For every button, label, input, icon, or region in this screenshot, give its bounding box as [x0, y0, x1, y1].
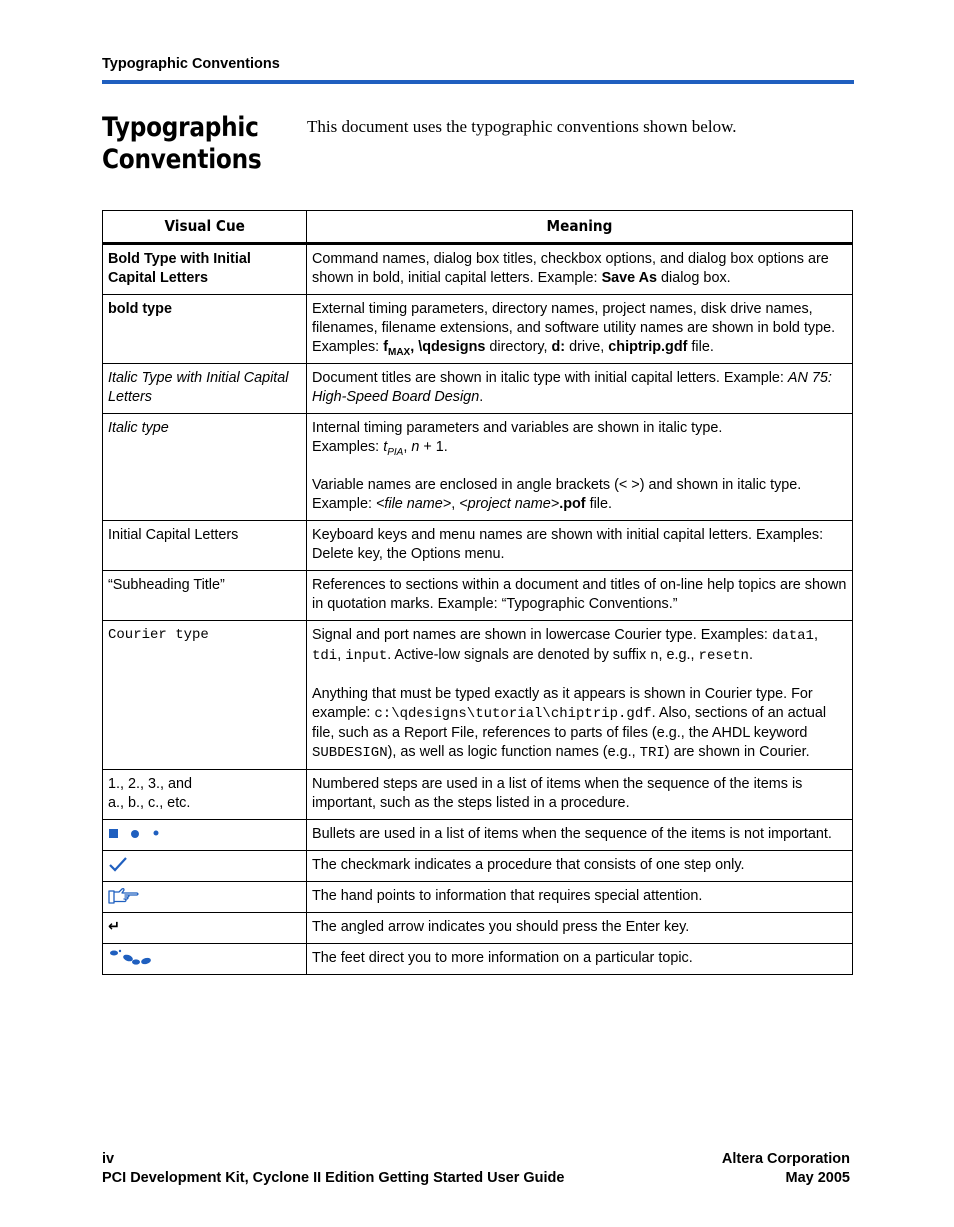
conventions-table: [102, 210, 853, 975]
meaning-initial-caps: Keyboard keys and menu names are shown with initial capital letters. Examples: Delete key, the Options menu.: [307, 521, 853, 571]
cue-hand: [103, 882, 307, 913]
meaning-hand: The hand points to information that requires special attention.: [307, 882, 853, 913]
cue-bullets: [103, 820, 307, 851]
footer-right: [722, 1150, 850, 1188]
running-header: Typographic Conventions: [102, 56, 280, 72]
section-title-line1: Typographic: [102, 112, 259, 143]
round-bullet-icon: [131, 830, 139, 838]
table-row: [103, 944, 853, 975]
cue-bold-initial: Bold Type with Initial Capital Letters: [103, 244, 307, 295]
column-header-meaning: Meaning: [307, 211, 853, 244]
cue-arrow: [103, 913, 307, 944]
cue-checkmark: [103, 851, 307, 882]
meaning-numbered: Numbered steps are used in a list of items when the sequence of the items is important, such as the steps listed in a procedure.: [307, 770, 853, 820]
table-row: [103, 851, 853, 882]
meaning-arrow: The angled arrow indicates you should press the Enter key.: [307, 913, 853, 944]
cue-italic-initial: Italic Type with Initial Capital Letters: [103, 364, 307, 414]
guide-title: PCI Development Kit, Cyclone II Edition Getting Started User Guide: [102, 1170, 565, 1186]
table-row: [103, 882, 853, 913]
cue-courier: Courier type: [103, 621, 307, 770]
table-row: [103, 913, 853, 944]
checkmark-icon: [108, 857, 128, 873]
header-rule: [102, 80, 854, 84]
table-row: [103, 571, 853, 621]
cue-initial-caps: Initial Capital Letters: [103, 521, 307, 571]
table-row: [103, 770, 853, 820]
section-title: [102, 112, 274, 176]
table-row: [103, 364, 853, 414]
meaning-italic-initial: Document titles are shown in italic type with initial capital letters. Example: AN 75: High-Speed Board Design.: [307, 364, 853, 414]
cue-subheading: “Subheading Title”: [103, 571, 307, 621]
page-number: iv: [102, 1151, 115, 1167]
publication-date: May 2005: [785, 1170, 850, 1186]
cue-feet: [103, 944, 307, 975]
meaning-subheading: References to sections within a document and titles of on-line help topics are shown in quotation marks. Example: “Typographic Conventions.”: [307, 571, 853, 621]
cue-numbered: 1., 2., 3., and a., b., c., etc.: [103, 770, 307, 820]
enter-arrow-icon: ↵: [108, 919, 121, 935]
square-bullet-icon: [109, 829, 118, 838]
cue-italic: Italic type: [103, 414, 307, 521]
meaning-bold: External timing parameters, directory names, project names, disk drive names, filenames, filename extensions, and software utility names are shown in bold type. Examples: $f_{MAX}$, \qdesigns directory, d: drive, chiptrip.gdf file.: [307, 295, 853, 364]
table-row: [103, 820, 853, 851]
table-row: [103, 521, 853, 571]
meaning-bullets: Bullets are used in a list of items when the sequence of the items is not important.: [307, 820, 853, 851]
meaning-bold-initial: Command names, dialog box titles, checkbox options, and dialog box options are shown in bold, initial capital letters. Example: Save As dialog box.: [307, 244, 853, 295]
section-title-line2: Conventions: [102, 144, 262, 175]
column-header-visual-cue: Visual Cue: [103, 211, 307, 244]
table-row: [103, 244, 853, 295]
pointing-hand-icon: [108, 887, 140, 905]
company-name: Altera Corporation: [721, 1151, 850, 1167]
small-bullet-icon: [154, 831, 159, 836]
table-row: [103, 414, 853, 521]
table-row: [103, 621, 853, 770]
meaning-italic: Internal timing parameters and variables are shown in italic type. Examples: $t_{PIA}$, n + 1. Variable names are enclosed in angle brackets (< >) and shown in italic type. Example: <file name>, <project name>.pof file.: [307, 414, 853, 521]
table-row: [103, 295, 853, 364]
intro-text: This document uses the typographic conventions shown below.: [307, 117, 737, 136]
meaning-feet: The feet direct you to more information on a particular topic.: [307, 944, 853, 975]
footprints-icon: [108, 949, 152, 967]
table-header-row: [103, 211, 853, 244]
cue-bold: bold type: [103, 295, 307, 364]
meaning-checkmark: The checkmark indicates a procedure that consists of one step only.: [307, 851, 853, 882]
meaning-courier: Signal and port names are shown in lowercase Courier type. Examples: data1, tdi, input. Active-low signals are denoted by suffix n, e.g., resetn. Anything that must be typed exactly as it appears is shown in Courier type. For example: c:\qdesigns\tutorial\chiptrip.gdf. Also, sections of an actual file, such as a Report File, references to parts of files (e.g., the AHDL keyword SUBDESIGN), as well as logic function names (e.g., TRI) are shown in Courier.: [307, 621, 853, 770]
footer-left: [102, 1150, 564, 1188]
